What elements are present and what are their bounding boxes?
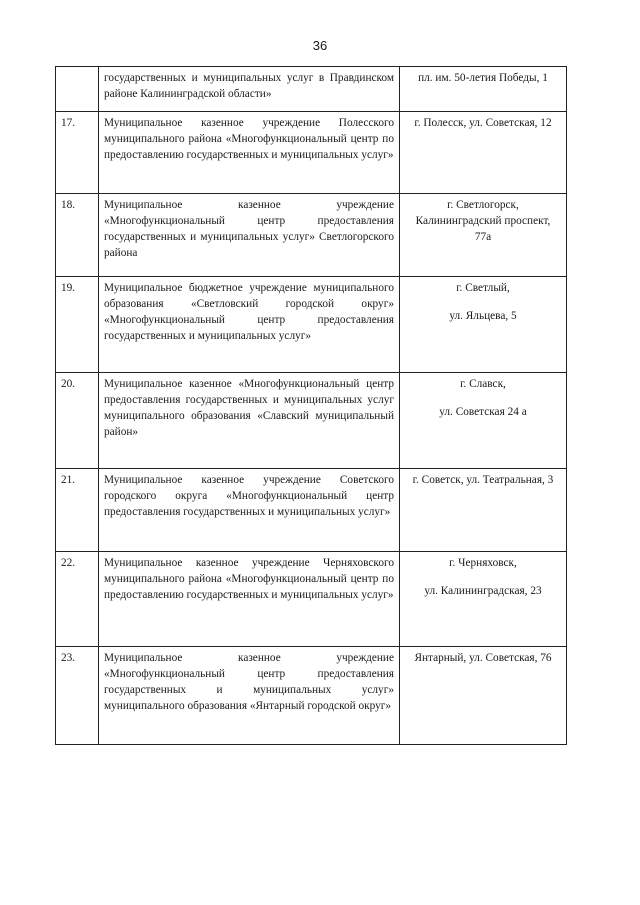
table-row bbox=[56, 647, 567, 745]
row-number bbox=[56, 67, 99, 112]
address-line: г. Светлогорск, bbox=[447, 199, 519, 211]
table-row bbox=[56, 67, 567, 112]
institution-name: Муниципальное казенное учреждение Черняховского муниципального района «Многофункциональный центр по предоставлению государственных и муниципальных услуг» bbox=[99, 552, 400, 647]
institution-name: Муниципальное казенное «Многофункциональный центр предоставления государственных и муниципальных услуг муниципального образования «Славский муниципальный район» bbox=[99, 373, 400, 469]
table-row bbox=[56, 194, 567, 277]
institution-name: Муниципальное казенное учреждение «Многофункциональный центр предоставления государственных и муниципальных услуг» муниципального образования «Янтарный городской округ» bbox=[99, 647, 400, 745]
address-line: пл. им. 50-летия Победы, 1 bbox=[418, 72, 548, 84]
address-line: Янтарный, ул. Советская, 76 bbox=[414, 652, 552, 664]
table-row bbox=[56, 373, 567, 469]
address-line: г. Славск, bbox=[460, 378, 506, 390]
institution-address bbox=[400, 277, 567, 373]
institution-name: Муниципальное казенное учреждение «Многофункциональный центр предоставления государственных и муниципальных услуг» Светлогорского района bbox=[99, 194, 400, 277]
institution-address bbox=[400, 112, 567, 194]
address-line: г. Советск, ул. Театральная, 3 bbox=[412, 474, 554, 486]
institution-name: Муниципальное казенное учреждение Советского городского округа «Многофункциональный центр предоставления государственных и муниципальных услуг» bbox=[99, 469, 400, 552]
institution-address bbox=[400, 552, 567, 647]
address-line: г. Черняховск, bbox=[449, 557, 517, 569]
institution-address bbox=[400, 67, 567, 112]
row-number: 18. bbox=[56, 194, 99, 277]
mfc-registry-table bbox=[55, 66, 567, 745]
address-line: Калининградский проспект, bbox=[415, 215, 551, 227]
table-row bbox=[56, 469, 567, 552]
address-line: ул. Яльцева, 5 bbox=[449, 310, 517, 322]
address-line: ул. Калининградская, 23 bbox=[424, 585, 542, 597]
institution-address bbox=[400, 469, 567, 552]
institution-name: Муниципальное казенное учреждение Полесского муниципального района «Многофункциональный центр по предоставлению государственных и муниципальных услуг» bbox=[99, 112, 400, 194]
address-line: ул. Советская 24 а bbox=[439, 406, 527, 418]
institution-address bbox=[400, 373, 567, 469]
row-number: 21. bbox=[56, 469, 99, 552]
address-line: г. Полесск, ул. Советская, 12 bbox=[414, 117, 552, 129]
row-number: 23. bbox=[56, 647, 99, 745]
table-row bbox=[56, 277, 567, 373]
institution-name: Муниципальное бюджетное учреждение муниципального образования «Светловский городской округ» «Многофункциональный центр предоставления государственных и муниципальных услуг» bbox=[99, 277, 400, 373]
institution-address bbox=[400, 194, 567, 277]
address-line: 77а bbox=[474, 231, 492, 243]
row-number: 20. bbox=[56, 373, 99, 469]
institution-name: государственных и муниципальных услуг в Правдинском районе Калининградской области» bbox=[99, 67, 400, 112]
row-number: 22. bbox=[56, 552, 99, 647]
page-number: 36 bbox=[312, 38, 328, 53]
row-number: 19. bbox=[56, 277, 99, 373]
table-row bbox=[56, 112, 567, 194]
table-row bbox=[56, 552, 567, 647]
address-line: г. Светлый, bbox=[456, 282, 510, 294]
row-number: 17. bbox=[56, 112, 99, 194]
institution-address bbox=[400, 647, 567, 745]
